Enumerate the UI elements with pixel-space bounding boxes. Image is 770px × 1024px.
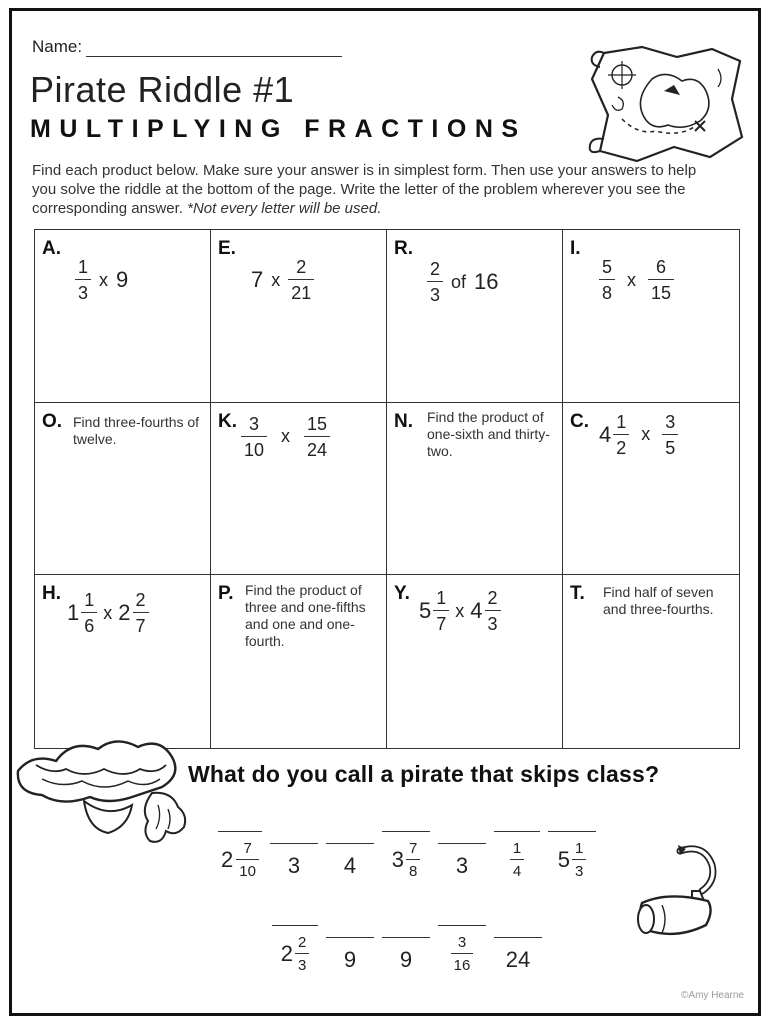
word-problem: Find the product of one-sixth and thirty-two.: [427, 408, 550, 459]
problem-expression: [427, 260, 499, 304]
problem-letter: H.: [42, 583, 61, 605]
name-row: [32, 37, 342, 57]
mixed-number: 1 $\frac{1}{6}$: [67, 591, 97, 635]
operator: x: [281, 426, 291, 447]
problem-expression: [67, 591, 149, 635]
problem-cell-t[interactable]: [563, 575, 739, 748]
mixed-number: 5 $\frac{1}{7}$: [419, 589, 449, 633]
answer-slot[interactable]: 5 $\frac{1}{3}$: [548, 831, 596, 879]
problem-expression: [251, 258, 314, 302]
problem-cell-a[interactable]: [35, 230, 211, 403]
answer-row-2: [272, 925, 542, 973]
answer-slot[interactable]: 9: [326, 937, 374, 973]
problem-letter: Y.: [394, 583, 410, 605]
instructions: [32, 161, 702, 218]
pirate-hook-illustration: [622, 841, 722, 941]
answer-slot[interactable]: $\frac{1}{4}$: [494, 831, 540, 879]
problem-cell-o[interactable]: [35, 403, 211, 576]
answer-slot[interactable]: 24: [494, 937, 542, 973]
problem-cell-p[interactable]: [211, 575, 387, 748]
answer-slot[interactable]: $\frac{3}{16}$: [438, 925, 486, 973]
problem-expression: [599, 413, 678, 457]
problem-expression: [419, 589, 501, 633]
page-title: Pirate Riddle #1: [30, 69, 295, 110]
fraction: $\frac{15}{24}$: [304, 415, 330, 459]
whole-number: 7: [251, 267, 264, 292]
mixed-number: 4 $\frac{1}{2}$: [599, 413, 629, 457]
problem-letter: K.: [218, 410, 237, 432]
fraction: $\frac{2}{21}$: [288, 258, 314, 302]
problem-letter: T.: [570, 583, 585, 605]
problem-cell-k[interactable]: [211, 403, 387, 576]
whole-number: 9: [116, 267, 129, 292]
answer-slot[interactable]: 4: [326, 843, 374, 879]
answer-slot[interactable]: 2 $\frac{2}{3}$: [272, 925, 318, 973]
word-problem: Find three-fourths of twelve.: [73, 413, 200, 447]
mixed-number: 2 $\frac{2}{7}$: [118, 591, 148, 635]
operator: x: [99, 269, 109, 290]
fraction: $\frac{6}{15}$: [648, 258, 674, 302]
answer-slot[interactable]: 3: [438, 843, 486, 879]
fraction: $\frac{3}{5}$: [662, 413, 678, 457]
fraction: $\frac{5}{8}$: [599, 258, 615, 302]
worksheet-page: [9, 8, 761, 1016]
operator: x: [455, 600, 465, 621]
problem-grid: [34, 229, 740, 749]
fraction: $\frac{2}{3}$: [427, 260, 443, 304]
problem-expression: [241, 415, 330, 459]
name-label: Name:: [32, 37, 83, 56]
name-input-line[interactable]: [86, 39, 342, 57]
pirate-hat-illustration: [12, 735, 202, 853]
treasure-map-illustration: [582, 39, 747, 169]
problem-letter: N.: [394, 410, 413, 432]
problem-letter: O.: [42, 410, 63, 432]
answer-row-1: [218, 831, 596, 879]
answer-slot[interactable]: 3 $\frac{7}{8}$: [382, 831, 430, 879]
operator: of: [451, 271, 467, 292]
answer-slot[interactable]: 2 $\frac{7}{10}$: [218, 831, 262, 879]
operator: x: [103, 602, 113, 623]
problem-letter: R.: [394, 238, 413, 259]
fraction: $\frac{3}{10}$: [241, 415, 267, 459]
instructions-note: *Not every letter will be used.: [187, 200, 382, 217]
answer-slot[interactable]: 3: [270, 843, 318, 879]
word-problem: Find the product of three and one-fifths and one and one-fourth.: [245, 582, 366, 650]
problem-letter: P.: [218, 583, 234, 605]
instructions-text: Find each product below. Make sure your answer is in simplest form. Then use your answers to help you solve the riddle at the bottom of the page. Write the letter of the problem wherever you see the corresponding answer.: [32, 162, 697, 217]
operator: x: [627, 269, 637, 290]
problem-expression: [75, 258, 128, 302]
mixed-number: 4 $\frac{2}{3}$: [470, 589, 500, 633]
copyright-text: ©Amy Hearne: [681, 990, 744, 1001]
problem-cell-y[interactable]: [387, 575, 563, 748]
whole-number: 16: [474, 269, 499, 294]
operator: x: [271, 269, 281, 290]
problem-letter: I.: [570, 238, 581, 259]
problem-cell-r[interactable]: [387, 230, 563, 403]
problem-letter: A.: [42, 238, 61, 259]
problem-letter: C.: [570, 410, 589, 432]
problem-cell-e[interactable]: [211, 230, 387, 403]
problem-letter: E.: [218, 238, 236, 259]
riddle-question: What do you call a pirate that skips class?: [188, 761, 660, 787]
operator: x: [641, 424, 651, 445]
problem-expression: [599, 258, 674, 302]
problem-cell-h[interactable]: [35, 575, 211, 748]
fraction: $\frac{1}{3}$: [75, 258, 91, 302]
page-subtitle: MULTIPLYING FRACTIONS: [30, 115, 527, 143]
answer-slot[interactable]: 9: [382, 937, 430, 973]
word-problem: Find half of seven and three-fourths.: [603, 584, 714, 618]
problem-cell-i[interactable]: [563, 230, 739, 403]
problem-cell-n[interactable]: [387, 403, 563, 576]
problem-cell-c[interactable]: [563, 403, 739, 576]
